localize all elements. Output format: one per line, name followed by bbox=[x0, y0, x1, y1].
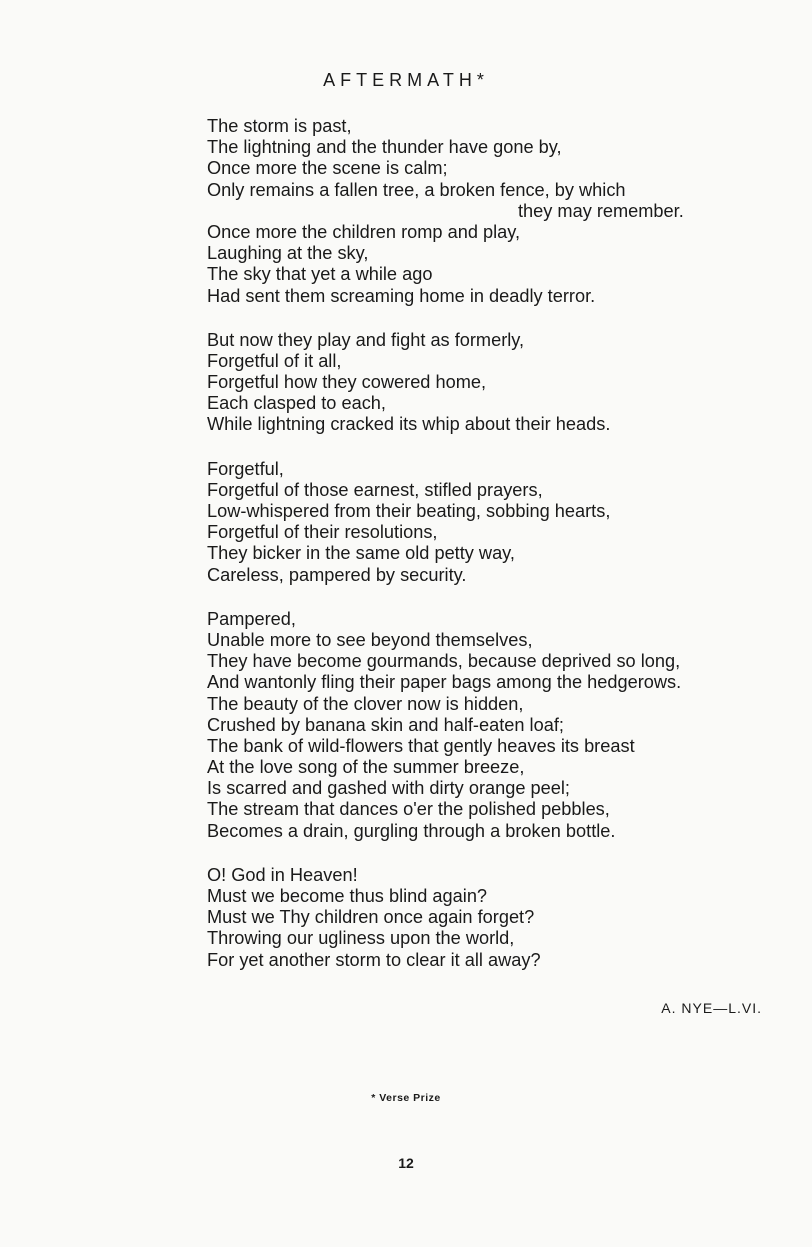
poem-line: they may remember. bbox=[518, 200, 684, 221]
stanza-5 bbox=[207, 865, 767, 971]
poem-line: Once more the scene is calm; bbox=[207, 158, 448, 179]
poem-body bbox=[207, 116, 767, 994]
poem-line: Pampered, bbox=[207, 608, 296, 629]
poem-line: Careless, pampered by security. bbox=[207, 564, 467, 585]
poem-line: They have become gourmands, because deprived so long, bbox=[207, 651, 681, 672]
poem-line: Forgetful, bbox=[207, 458, 284, 479]
poem-line: The storm is past, bbox=[207, 116, 352, 136]
stanza-2 bbox=[207, 330, 767, 436]
poem-line: Forgetful of those earnest, stifled prayers, bbox=[207, 479, 543, 500]
poem-line: They bicker in the same old petty way, bbox=[207, 543, 515, 564]
poem-line: Low-whispered from their beating, sobbing hearts, bbox=[207, 501, 611, 521]
poem-line: Crushed by banana skin and half-eaten loaf; bbox=[207, 714, 564, 735]
poem-line: O! God in Heaven! bbox=[207, 864, 358, 885]
poem-line: For yet another storm to clear it all away? bbox=[207, 949, 541, 970]
poem-author: A. NYE—L.VI. bbox=[661, 1000, 762, 1016]
poem-line: Must we Thy children once again forget? bbox=[207, 907, 535, 928]
poem-line: The bank of wild-flowers that gently heaves its breast bbox=[207, 735, 635, 756]
poem-line: Forgetful how they cowered home, bbox=[207, 372, 487, 393]
stanza-1 bbox=[207, 116, 767, 307]
poem-line: At the love song of the summer breeze, bbox=[207, 757, 525, 778]
poem-line: And wantonly fling their paper bags among the hedgerows. bbox=[207, 672, 682, 693]
poem-line: Forgetful of it all, bbox=[207, 350, 342, 371]
poem-line: While lightning cracked its whip about their heads. bbox=[207, 414, 611, 435]
poem-line: Unable more to see beyond themselves, bbox=[207, 629, 533, 650]
poem-line: Once more the children romp and play, bbox=[207, 221, 521, 242]
footnote: * Verse Prize bbox=[371, 1092, 441, 1104]
poem-line: Becomes a drain, gurgling through a broken bottle. bbox=[207, 820, 616, 841]
poem-line: Had sent them screaming home in deadly terror. bbox=[207, 285, 596, 306]
poem-line: Is scarred and gashed with dirty orange peel; bbox=[207, 778, 570, 799]
poem-line: The sky that yet a while ago bbox=[207, 264, 433, 285]
poem-line: Each clasped to each, bbox=[207, 393, 386, 414]
page-number: 12 bbox=[398, 1155, 414, 1171]
stanza-3 bbox=[207, 459, 767, 586]
poem-line: But now they play and fight as formerly, bbox=[207, 329, 525, 350]
poem-line: The beauty of the clover now is hidden, bbox=[207, 693, 524, 714]
poem-line: Forgetful of their resolutions, bbox=[207, 522, 438, 543]
poem-line: Throwing our ugliness upon the world, bbox=[207, 928, 515, 949]
poem-line: Only remains a fallen tree, a broken fence, by which bbox=[207, 179, 626, 200]
stanza-4 bbox=[207, 609, 767, 842]
poem-line: The lightning and the thunder have gone by, bbox=[207, 137, 562, 158]
poem-line: The stream that dances o'er the polished pebbles, bbox=[207, 799, 610, 820]
poem-line: Laughing at the sky, bbox=[207, 243, 369, 264]
poem-line: Must we become thus blind again? bbox=[207, 886, 488, 906]
poem-title: AFTERMATH* bbox=[323, 70, 489, 90]
